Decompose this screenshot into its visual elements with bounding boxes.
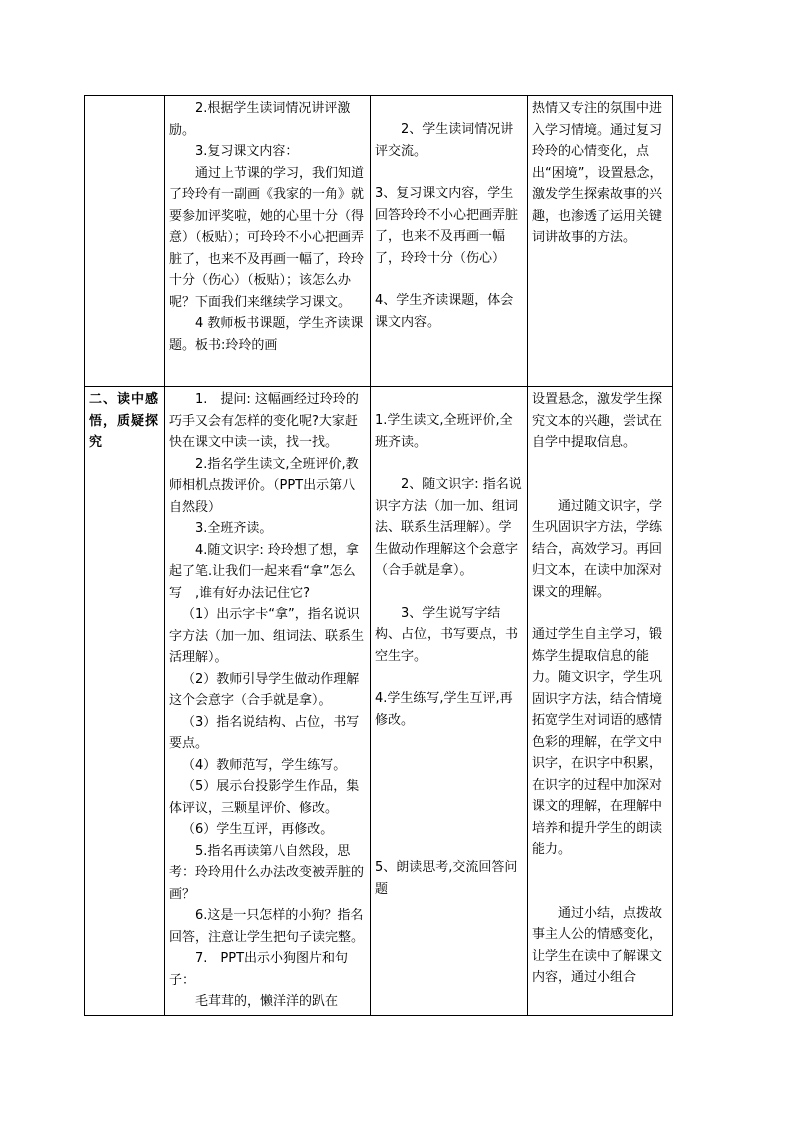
design-intent-cell — [528, 96, 673, 387]
intent-text: 通过小结，点拨故事主人公的情感变化，让学生在读中了解课文内容，通过小组合 — [532, 905, 663, 985]
student-step: 2、学生读词情况讲评交流。 — [375, 122, 514, 159]
intent-text: 热情又专注的氛围中进入学习情境。通过复习玲玲的心情变化，点出“困境”，设置悬念，激发学生探索故事的兴趣，也渗透了运用关键词讲故事的方法。 — [532, 101, 663, 245]
intent-text: 通过学生自主学习，锻炼学生提取信息的能力。随文识字，学生巩固识字方法，结合情境拓宽学生对词语的感情色彩的理解，在学文中识字，在识字中积累，在识字的过程中加深对课文的理解，在理解中培养和提升学生的朗读能力。 — [532, 627, 663, 857]
teacher-step: 2.根据学生读词情况讲评激励。 — [169, 101, 351, 138]
section-cell — [85, 96, 165, 387]
student-step: 1.学生读文,全班评价,全班齐读。 — [375, 413, 513, 450]
student-step: 3、复习课文内容，学生回答玲玲不小心把画弄脏了，也来不及再画一幅了，玲玲十分（伤心） — [375, 186, 519, 266]
teacher-step: 通过上节课的学习，我们知道了玲玲有一副画《我家的一角》就要参加评奖啦，她的心里十分（得意）（板贴）；可玲玲不小心把画弄脏了，也来不及再画一幅了，玲玲十分（伤心）（板贴）；该怎么办呢？下面我们来继续学习课文。 — [169, 165, 365, 310]
student-step: 2、随文识字: 指名说识字方法（加一加、组词法、联系生活理解）。学生做动作理解这个会意字（合手就是拿）。 — [375, 477, 522, 578]
teacher-activity-cell — [165, 96, 371, 387]
table-row — [85, 96, 673, 387]
lesson-plan-table — [84, 95, 673, 1016]
teacher-step: 3.复习课文内容： — [195, 144, 299, 159]
section-title: 二、读中感悟，质疑探究 — [89, 392, 160, 450]
student-step: 3、学生说写字结构、占位，书写要点，书空生字。 — [375, 605, 519, 664]
teacher-step: （2）教师引导学生做动作理解这个会意字（合手就是拿）。 — [169, 671, 360, 708]
teacher-step: 毛茸茸的，懒洋洋的趴在 — [195, 994, 339, 1009]
teacher-step: 4.随文识字: 玲玲想了想，拿起了笔.让我们一起来看“拿”怎么写 ,谁有好办法记住它? — [169, 542, 359, 601]
teacher-step: 1. 提问: 这幅画经过玲玲的巧手又会有怎样的变化呢?大家赶快在课文中读一读，找一找。 — [169, 392, 359, 450]
teacher-step: 4 教师板书课题，学生齐读课题。板书:玲玲的画 — [169, 316, 364, 353]
student-activity-cell — [371, 96, 528, 387]
section-cell — [85, 387, 165, 1016]
intent-text: 设置悬念，激发学生探究文本的兴趣，尝试在自学中提取信息。 — [532, 392, 663, 450]
teacher-step: （4）教师范写，学生练写。 — [182, 757, 347, 773]
teacher-step: 2.指名学生读文,全班评价,教师相机点拨评价。（PPT出示第八自然段） — [169, 456, 359, 515]
teacher-step: （6）学生互评，再修改。 — [182, 822, 334, 837]
teacher-activity-cell — [165, 387, 371, 1016]
student-step: 4.学生练写,学生互评,再修改。 — [375, 691, 513, 728]
teacher-step: （3）指名说结构、占位，书写要点。 — [169, 714, 360, 751]
student-step: 5、朗读思考,交流回答问题 — [375, 860, 518, 897]
teacher-step: （5）展示台投影学生作品，集体评议，三颗星评价、修改。 — [169, 779, 360, 816]
student-activity-cell — [371, 387, 528, 1016]
teacher-step: 7. PPT出示小狗图片和句子： — [169, 951, 349, 988]
intent-text: 通过随文识字，学生巩固识字方法，学练结合，高效学习。再回归文本，在读中加深对课文的理解。 — [532, 498, 663, 600]
table-row — [85, 387, 673, 1016]
teacher-step: 3.全班齐读。 — [195, 521, 273, 536]
student-step: 4、学生齐读课题，体会课文内容。 — [375, 293, 514, 330]
teacher-step: 5.指名再读第八自然段，思考：玲玲用什么办法改变被弄脏的画？ — [169, 843, 365, 902]
teacher-step: （1）出示字卡“拿”，指名说识字方法（加一加、组词法、联系生活理解）。 — [169, 607, 365, 665]
teacher-step: 6.这是一只怎样的小狗？指名回答，注意让学生把句子读完整。 — [169, 908, 365, 945]
design-intent-cell — [528, 387, 673, 1016]
